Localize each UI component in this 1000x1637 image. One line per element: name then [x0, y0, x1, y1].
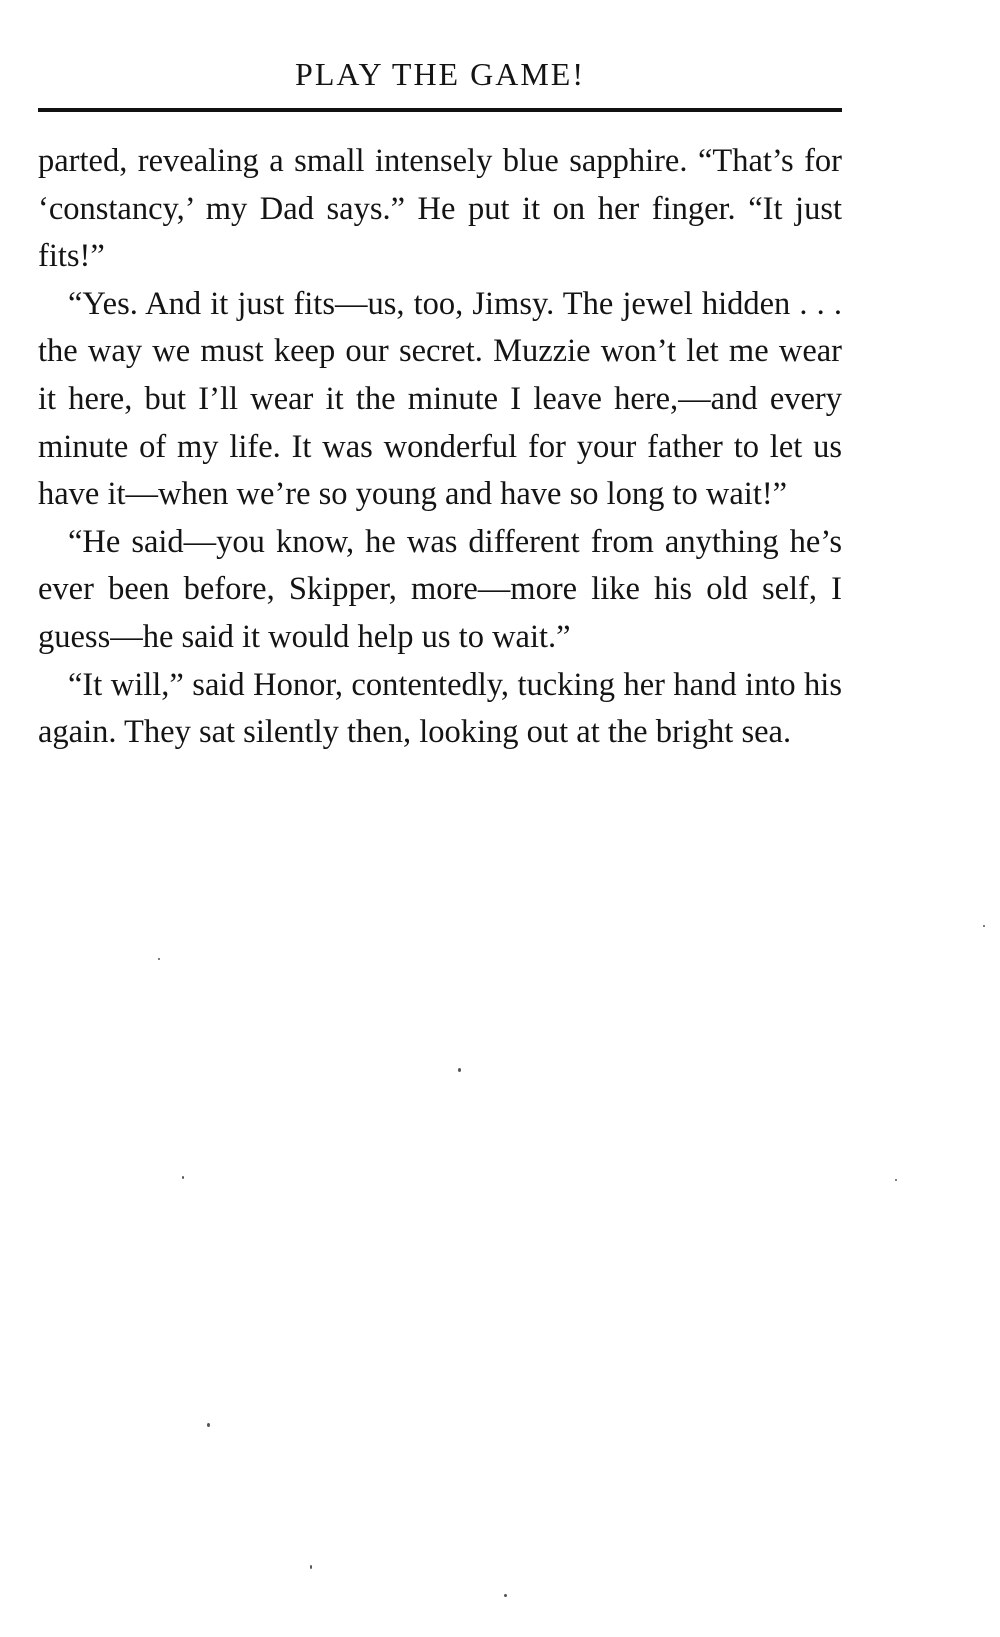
scan-speck: [310, 1565, 312, 1569]
paragraph-1: parted, revealing a small intensely blue sapphire. “That’s for ‘constancy,’ my Dad says.” He put it on her finger. “It just fits!”: [38, 143, 842, 275]
scan-speck: [182, 1176, 184, 1179]
scan-speck: [895, 1179, 897, 1181]
paragraph-3: “He said—you know, he was different from anything he’s ever been before, Skipper, more—more like his old self, I guess—he said it would help us to wait.”: [38, 523, 842, 655]
paragraph-2: “Yes. And it just fits—us, too, Jimsy. The jewel hidden . . . the way we must keep our secret. Muzzie won’t let me wear it here, but I’ll wear it the minute I leave here,—and every minute of my life. It was wonderful for your father to let us have it—when we’re so young and have so long to wait!”: [38, 285, 842, 513]
scan-speck: [458, 1068, 461, 1072]
scan-speck: [158, 958, 160, 960]
scan-speck: [504, 1594, 507, 1597]
scan-speck: [983, 925, 985, 927]
header-rule: [38, 108, 842, 112]
paragraph-4: “It will,” said Honor, contentedly, tucking her hand into his again. They sat silently then, looking out at the bright sea.: [38, 666, 842, 751]
running-head: PLAY THE GAME!: [295, 56, 585, 92]
body-text: [38, 138, 842, 757]
scan-speck: [207, 1423, 210, 1427]
